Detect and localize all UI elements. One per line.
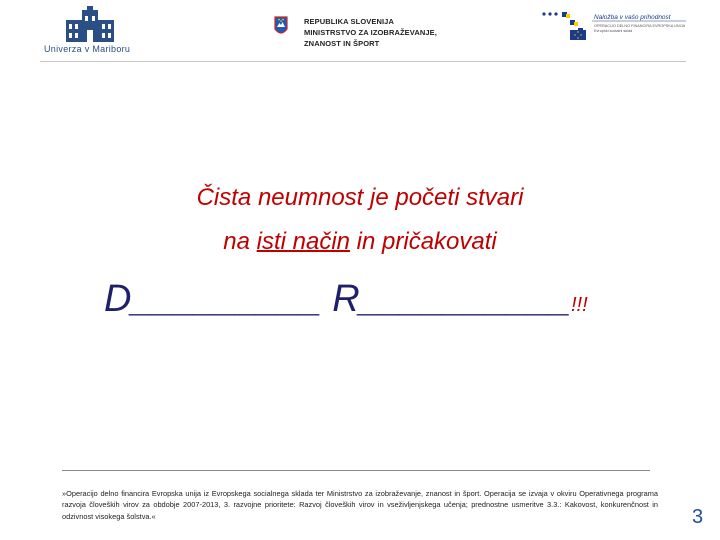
ministry-logo (274, 16, 444, 56)
quote-underlined-phrase: isti način (256, 228, 350, 255)
quote-line-2-end: in pričakovati (350, 228, 497, 255)
university-building-icon (66, 6, 114, 42)
university-logo (40, 6, 140, 56)
eu-small-line-1: OPERACIJO DELNO FINANCIRA EVROPSKA UNIJA (594, 24, 686, 28)
quote-line-1: Čista neumnost je početi stvari (196, 184, 524, 211)
page-number: 3 (692, 506, 704, 528)
slovenia-crest-icon (274, 16, 288, 38)
header-divider (40, 61, 686, 62)
eu-logo (540, 10, 690, 55)
quote-line-2-start: na (223, 228, 257, 255)
eu-stars-icon (540, 10, 588, 40)
university-name: Univerza v Mariboru (44, 44, 131, 54)
funding-footnote: »Operacijo delno financira Evropska unija iz Evropskega socialnega sklada ter Ministrstvo za izobraževanje, znanost in šport. Operacija se izvaja v okviru Operativnega programa razvoja človeških virov za obdobje 2007-2013, 3. razvojne prioritete: Razvoj človeških virov in vseživljenjskega učenja; prednostne usmeritve 3.3.: Kakovost, konkurenčnost in odzivnost visokega šolstva.« (62, 489, 658, 521)
quote-exclamation: !!! (570, 294, 588, 316)
quote-blanks: D_________ R__________ (104, 278, 571, 320)
quote-fill-blanks (104, 278, 588, 321)
eu-slogan: Naložba v vašo prihodnost (594, 14, 671, 21)
ministry-line-1: REPUBLIKA SLOVENIJA (304, 17, 394, 26)
ministry-line-2: MINISTRSTVO ZA IZOBRAŽEVANJE, (304, 28, 437, 37)
footer-divider (62, 470, 650, 471)
ministry-line-3: ZNANOST IN ŠPORT (304, 39, 380, 48)
quote-line-2 (0, 228, 720, 256)
eu-small-line-2: Evropski socialni sklad (594, 29, 633, 33)
